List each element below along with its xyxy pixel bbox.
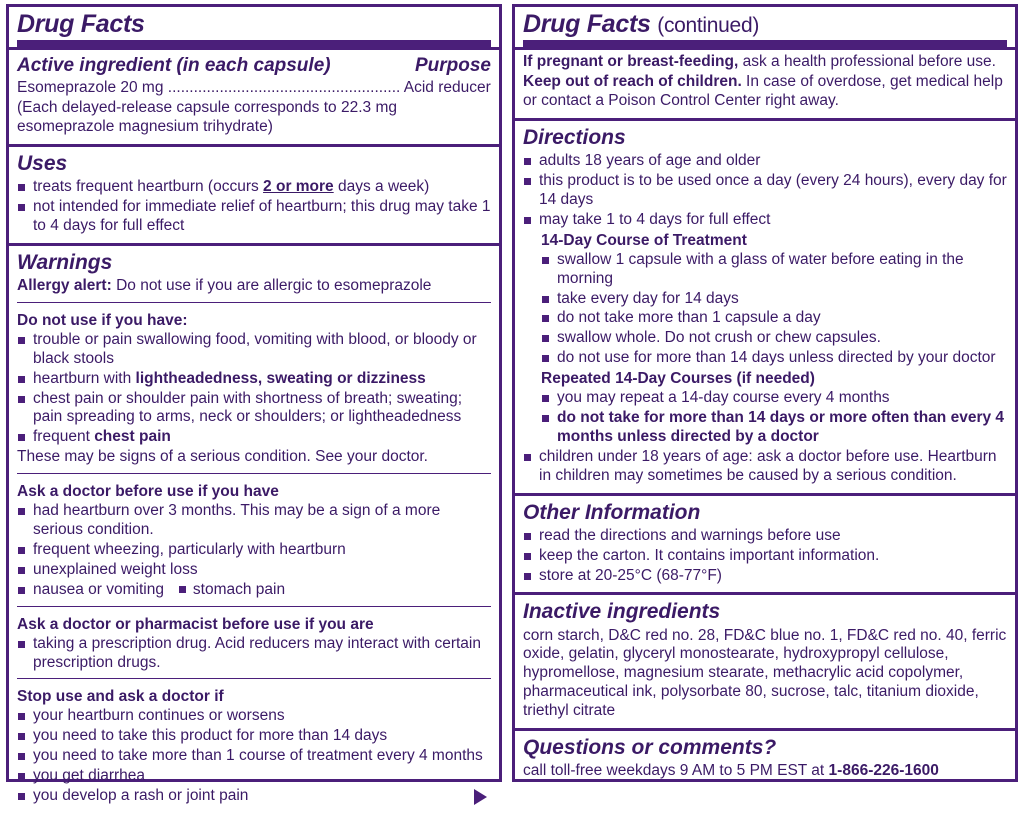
questions-section [515, 731, 1015, 788]
list-item: trouble or pain swallowing food, vomiting with blood, or bloody or black stools [17, 331, 491, 369]
list-item: do not take for more than 14 days or more often than every 4 months unless directed by a doctor [541, 409, 1007, 447]
pregnancy-label: If pregnant or breast-feeding, [523, 53, 739, 71]
children-text: In case of overdose, get medical help or contact a Poison Control Center right away. [523, 73, 1003, 110]
pregnancy-text: ask a health professional before use. [738, 53, 996, 71]
list-item: do not take more than 1 capsule a day [541, 309, 1007, 328]
pregnancy-warning [523, 53, 1007, 72]
list-item: this product is to be used once a day (every 24 hours), every day for 14 days [523, 172, 1007, 210]
directions-heading: Directions [523, 125, 626, 149]
list-item: you develop a rash or joint pain [17, 787, 491, 806]
uses-list [17, 178, 491, 236]
divider [17, 606, 491, 607]
children-warning [523, 73, 1007, 111]
course-of-treatment-heading: 14-Day Course of Treatment [541, 231, 747, 249]
phone-number: 1-866-226-1600 [828, 762, 939, 780]
active-ingredient-header [17, 55, 491, 77]
ask-doctor-list [17, 502, 491, 601]
ask-pharmacist-label: Ask a doctor or pharmacist before use if you are [17, 615, 374, 633]
list-item: you get diarrhea [17, 767, 491, 786]
left-title-section [9, 7, 499, 50]
list-item: not intended for immediate relief of heartburn; this drug may take 1 to 4 days for full effect [17, 198, 491, 236]
inactive-ingredients-text: corn starch, D&C red no. 28, FD&C blue no. 1, FD&C red no. 40, ferric oxide, gelatin, glyceryl monostearate, hydroxypropyl cellulose, hypromellose, magnesium stearate, methacrylic acid copolymer, pharmaceutical ink, polysorbate 80, sucrose, talc, titanium dioxide, triethyl citrate [523, 626, 1007, 720]
allergy-alert-label: Allergy alert: [17, 276, 112, 294]
ask-pharmacist-list [17, 635, 491, 674]
purpose-heading: Purpose [414, 55, 491, 77]
divider [17, 678, 491, 679]
list-item: swallow whole. Do not crush or chew capsules. [541, 329, 1007, 348]
course-of-treatment-list [541, 251, 1007, 368]
uses-heading: Uses [17, 151, 68, 175]
other-information-list [523, 527, 1007, 586]
list-item: your heartburn continues or worsens [17, 707, 491, 726]
active-ingredient-note: (Each delayed-release capsule corresponds to 22.3 mg esomeprazole magnesium trihydrate) [17, 99, 397, 136]
page-title: Drug Facts [17, 10, 145, 38]
list-item: you need to take this product for more than 14 days [17, 727, 491, 746]
list-item: may take 1 to 4 days for full effect [523, 211, 1007, 230]
list-item: had heartburn over 3 months. This may be a sign of a more serious condition. [17, 502, 491, 540]
repeated-courses-heading: Repeated 14-Day Courses (if needed) [541, 370, 815, 388]
divider [17, 473, 491, 474]
list-item: treats frequent heartburn (occurs 2 or more days a week) [17, 178, 491, 197]
title-rule [17, 40, 491, 47]
warnings-heading: Warnings [17, 250, 113, 274]
list-item: store at 20-25°C (68-77°F) [523, 567, 1007, 586]
questions-heading: Questions or comments? [523, 736, 777, 760]
children-directions-list [523, 448, 1007, 486]
title-rule [523, 40, 1007, 47]
list-item: unexplained weight loss [17, 561, 491, 580]
list-item: do not use for more than 14 days unless directed by your doctor [541, 349, 1007, 368]
do-not-use-label: Do not use if you have: [17, 311, 188, 329]
right-column [512, 4, 1018, 782]
list-item: frequent chest pain [17, 428, 491, 447]
stop-use-label: Stop use and ask a doctor if [17, 688, 224, 706]
stop-use-list [17, 707, 491, 807]
directions-section [515, 121, 1015, 496]
other-information-heading: Other Information [523, 500, 701, 524]
list-item: children under 18 years of age: ask a doctor before use. Heartburn in children may sometimes be caused by a serious condition. [523, 448, 1007, 486]
page-title-continued [523, 11, 1007, 37]
ask-doctor-label: Ask a doctor before use if you have [17, 483, 279, 501]
warnings-section [9, 246, 499, 813]
serious-condition-note: These may be signs of a serious condition. See your doctor. [17, 448, 428, 466]
list-item: take every day for 14 days [541, 290, 1007, 309]
continuation-arrow-icon [474, 789, 487, 805]
list-item: you may repeat a 14-day course every 4 months [541, 389, 1007, 408]
pregnancy-children-section [515, 50, 1015, 121]
questions-text [523, 762, 1007, 781]
right-title-section [515, 7, 1015, 50]
page-title-text: Drug Facts [523, 10, 651, 38]
list-item: frequent wheezing, particularly with heartburn [17, 541, 491, 560]
list-item: you need to take more than 1 course of treatment every 4 months [17, 747, 491, 766]
list-item: adults 18 years of age and older [523, 152, 1007, 171]
inactive-ingredients-heading: Inactive ingredients [523, 600, 721, 624]
list-item: nausea or vomiting stomach pain [17, 581, 491, 600]
questions-text-before: call toll-free weekdays 9 AM to 5 PM EST at [523, 762, 829, 780]
list-item: chest pain or shoulder pain with shortness of breath; sweating; pain spreading to arms, neck or shoulders; or lightheadedness [17, 390, 491, 428]
do-not-use-list [17, 331, 491, 448]
other-information-section [515, 496, 1015, 596]
list-item: taking a prescription drug. Acid reducers may interact with certain prescription drugs. [17, 635, 491, 673]
active-ingredient-section [9, 50, 499, 147]
inactive-ingredients-section [515, 595, 1015, 731]
list-item: heartburn with lightheadedness, sweating or dizziness [17, 370, 491, 389]
list-item: swallow 1 capsule with a glass of water before eating in the morning [541, 251, 1007, 289]
active-ingredient-line: Esomeprazole 20 mg ...................................................... Acid reducer [17, 79, 491, 97]
allergy-alert [17, 277, 491, 296]
left-column [6, 4, 502, 805]
allergy-alert-text: Do not use if you are allergic to esomeprazole [111, 276, 432, 294]
continued-label: (continued) [657, 14, 760, 37]
list-item: keep the carton. It contains important information. [523, 547, 1007, 566]
children-label: Keep out of reach of children. [523, 73, 742, 91]
uses-section [9, 147, 499, 246]
active-ingredient-heading: Active ingredient (in each capsule) [17, 55, 331, 77]
divider [17, 302, 491, 303]
list-item: read the directions and warnings before use [523, 527, 1007, 546]
repeated-courses-list [541, 389, 1007, 447]
directions-list [523, 152, 1007, 230]
